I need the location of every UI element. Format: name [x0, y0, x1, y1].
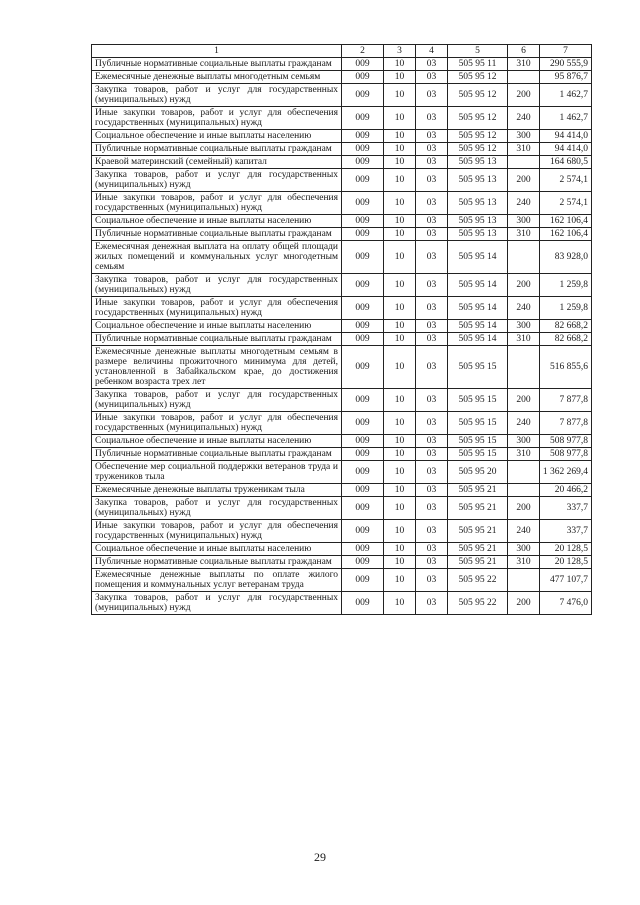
code-section: 10 [384, 107, 416, 130]
code-admin: 009 [342, 592, 384, 615]
code-subsection: 03 [416, 143, 448, 156]
amount: 337,7 [540, 520, 592, 543]
code-expense-type: 300 [508, 130, 540, 143]
code-admin: 009 [342, 274, 384, 297]
code-target: 505 95 21 [448, 543, 508, 556]
code-target: 505 95 22 [448, 592, 508, 615]
code-target: 505 95 14 [448, 333, 508, 346]
table-row [92, 192, 592, 215]
amount: 1 362 269,4 [540, 461, 592, 484]
table-row [92, 346, 592, 389]
table-row [92, 412, 592, 435]
code-target: 505 95 22 [448, 569, 508, 592]
item-name: Закупка товаров, работ и услуг для государственных (муниципальных) нужд [92, 274, 342, 297]
table-header-row [92, 45, 592, 58]
item-name: Закупка товаров, работ и услуг для государственных (муниципальных) нужд [92, 84, 342, 107]
amount: 20 466,2 [540, 484, 592, 497]
item-name: Закупка товаров, работ и услуг для государственных (муниципальных) нужд [92, 592, 342, 615]
table-row [92, 169, 592, 192]
table-row [92, 320, 592, 333]
code-section: 10 [384, 58, 416, 71]
code-section: 10 [384, 592, 416, 615]
item-name: Закупка товаров, работ и услуг для государственных (муниципальных) нужд [92, 497, 342, 520]
code-subsection: 03 [416, 156, 448, 169]
code-subsection: 03 [416, 228, 448, 241]
table-row [92, 333, 592, 346]
table-row [92, 143, 592, 156]
code-admin: 009 [342, 543, 384, 556]
header-cell: 5 [448, 45, 508, 58]
amount: 516 855,6 [540, 346, 592, 389]
code-subsection: 03 [416, 412, 448, 435]
code-target: 505 95 12 [448, 130, 508, 143]
code-section: 10 [384, 543, 416, 556]
code-target: 505 95 15 [448, 346, 508, 389]
code-subsection: 03 [416, 592, 448, 615]
item-name: Иные закупки товаров, работ и услуг для обеспечения государственных (муниципальных) нужд [92, 107, 342, 130]
item-name: Социальное обеспечение и иные выплаты населению [92, 130, 342, 143]
code-target: 505 95 21 [448, 556, 508, 569]
code-target: 505 95 13 [448, 228, 508, 241]
item-name: Социальное обеспечение и иные выплаты населению [92, 215, 342, 228]
code-subsection: 03 [416, 543, 448, 556]
header-cell: 7 [540, 45, 592, 58]
code-expense-type [508, 484, 540, 497]
item-name: Публичные нормативные социальные выплаты гражданам [92, 228, 342, 241]
table-row [92, 461, 592, 484]
code-target: 505 95 15 [448, 435, 508, 448]
table-row [92, 84, 592, 107]
code-expense-type [508, 156, 540, 169]
header-cell: 4 [416, 45, 448, 58]
code-admin: 009 [342, 569, 384, 592]
code-subsection: 03 [416, 484, 448, 497]
code-expense-type: 240 [508, 412, 540, 435]
code-section: 10 [384, 297, 416, 320]
code-expense-type: 310 [508, 448, 540, 461]
code-section: 10 [384, 412, 416, 435]
code-expense-type: 200 [508, 274, 540, 297]
amount: 162 106,4 [540, 215, 592, 228]
code-admin: 009 [342, 58, 384, 71]
code-subsection: 03 [416, 192, 448, 215]
item-name: Ежемесячные денежные выплаты труженикам тыла [92, 484, 342, 497]
page-number: 29 [314, 850, 326, 864]
code-subsection: 03 [416, 84, 448, 107]
code-target: 505 95 13 [448, 215, 508, 228]
code-expense-type: 240 [508, 297, 540, 320]
code-expense-type [508, 569, 540, 592]
code-section: 10 [384, 84, 416, 107]
code-subsection: 03 [416, 448, 448, 461]
code-target: 505 95 14 [448, 274, 508, 297]
code-admin: 009 [342, 169, 384, 192]
code-subsection: 03 [416, 333, 448, 346]
code-expense-type: 310 [508, 143, 540, 156]
code-admin: 009 [342, 84, 384, 107]
table-row [92, 130, 592, 143]
amount: 7 877,8 [540, 389, 592, 412]
code-admin: 009 [342, 107, 384, 130]
code-section: 10 [384, 333, 416, 346]
code-section: 10 [384, 71, 416, 84]
table-row [92, 484, 592, 497]
code-expense-type [508, 71, 540, 84]
table-row [92, 107, 592, 130]
code-expense-type: 200 [508, 169, 540, 192]
amount: 337,7 [540, 497, 592, 520]
code-admin: 009 [342, 192, 384, 215]
item-name: Краевой материнский (семейный) капитал [92, 156, 342, 169]
item-name: Публичные нормативные социальные выплаты гражданам [92, 448, 342, 461]
code-section: 10 [384, 192, 416, 215]
item-name: Публичные нормативные социальные выплаты гражданам [92, 58, 342, 71]
item-name: Социальное обеспечение и иные выплаты населению [92, 435, 342, 448]
amount: 508 977,8 [540, 435, 592, 448]
item-name: Закупка товаров, работ и услуг для государственных (муниципальных) нужд [92, 169, 342, 192]
code-target: 505 95 15 [448, 412, 508, 435]
item-name: Обеспечение мер социальной поддержки ветеранов труда и тружеников тыла [92, 461, 342, 484]
code-admin: 009 [342, 346, 384, 389]
item-name: Ежемесячная денежная выплата на оплату общей площади жилых помещений и коммунальных услуг многодетным семьям [92, 241, 342, 274]
table-row [92, 448, 592, 461]
code-target: 505 95 15 [448, 389, 508, 412]
code-section: 10 [384, 143, 416, 156]
item-name: Социальное обеспечение и иные выплаты населению [92, 543, 342, 556]
code-target: 505 95 12 [448, 107, 508, 130]
code-admin: 009 [342, 297, 384, 320]
table-row [92, 569, 592, 592]
code-section: 10 [384, 497, 416, 520]
code-admin: 009 [342, 241, 384, 274]
table-row [92, 592, 592, 615]
code-section: 10 [384, 320, 416, 333]
amount: 7 476,0 [540, 592, 592, 615]
code-admin: 009 [342, 71, 384, 84]
code-subsection: 03 [416, 297, 448, 320]
amount: 94 414,0 [540, 130, 592, 143]
code-section: 10 [384, 130, 416, 143]
code-target: 505 95 15 [448, 448, 508, 461]
code-admin: 009 [342, 484, 384, 497]
code-subsection: 03 [416, 320, 448, 333]
code-subsection: 03 [416, 520, 448, 543]
code-admin: 009 [342, 461, 384, 484]
code-section: 10 [384, 461, 416, 484]
code-expense-type [508, 461, 540, 484]
code-section: 10 [384, 556, 416, 569]
amount: 2 574,1 [540, 192, 592, 215]
code-target: 505 95 14 [448, 320, 508, 333]
code-expense-type: 300 [508, 435, 540, 448]
code-admin: 009 [342, 215, 384, 228]
amount: 1 462,7 [540, 84, 592, 107]
code-section: 10 [384, 448, 416, 461]
code-subsection: 03 [416, 556, 448, 569]
item-name: Ежемесячные денежные выплаты по оплате жилого помещения и коммунальных услуг ветеранам труда [92, 569, 342, 592]
code-expense-type [508, 241, 540, 274]
code-section: 10 [384, 215, 416, 228]
code-subsection: 03 [416, 241, 448, 274]
item-name: Иные закупки товаров, работ и услуг для обеспечения государственных (муниципальных) нужд [92, 412, 342, 435]
code-expense-type: 240 [508, 107, 540, 130]
code-admin: 009 [342, 156, 384, 169]
code-expense-type: 240 [508, 192, 540, 215]
code-admin: 009 [342, 520, 384, 543]
item-name: Иные закупки товаров, работ и услуг для обеспечения государственных (муниципальных) нужд [92, 297, 342, 320]
amount: 1 259,8 [540, 274, 592, 297]
code-section: 10 [384, 346, 416, 389]
amount: 20 128,5 [540, 543, 592, 556]
amount: 94 414,0 [540, 143, 592, 156]
table-row [92, 241, 592, 274]
code-expense-type: 200 [508, 84, 540, 107]
code-target: 505 95 21 [448, 520, 508, 543]
code-subsection: 03 [416, 569, 448, 592]
code-section: 10 [384, 435, 416, 448]
document-page [91, 44, 591, 615]
code-target: 505 95 12 [448, 143, 508, 156]
code-target: 505 95 14 [448, 241, 508, 274]
code-target: 505 95 13 [448, 192, 508, 215]
item-name: Публичные нормативные социальные выплаты гражданам [92, 333, 342, 346]
table-row [92, 156, 592, 169]
code-target: 505 95 21 [448, 497, 508, 520]
code-subsection: 03 [416, 130, 448, 143]
code-admin: 009 [342, 448, 384, 461]
table-row [92, 435, 592, 448]
table-row [92, 297, 592, 320]
code-admin: 009 [342, 143, 384, 156]
item-name: Иные закупки товаров, работ и услуг для обеспечения государственных (муниципальных) нужд [92, 520, 342, 543]
code-admin: 009 [342, 497, 384, 520]
code-target: 505 95 20 [448, 461, 508, 484]
code-admin: 009 [342, 333, 384, 346]
amount: 20 128,5 [540, 556, 592, 569]
code-subsection: 03 [416, 346, 448, 389]
code-expense-type: 300 [508, 215, 540, 228]
table-row [92, 497, 592, 520]
code-section: 10 [384, 520, 416, 543]
code-target: 505 95 13 [448, 156, 508, 169]
table-row [92, 543, 592, 556]
code-target: 505 95 21 [448, 484, 508, 497]
code-expense-type: 310 [508, 228, 540, 241]
code-subsection: 03 [416, 107, 448, 130]
code-expense-type: 310 [508, 333, 540, 346]
item-name: Закупка товаров, работ и услуг для государственных (муниципальных) нужд [92, 389, 342, 412]
code-admin: 009 [342, 130, 384, 143]
code-subsection: 03 [416, 169, 448, 192]
item-name: Иные закупки товаров, работ и услуг для обеспечения государственных (муниципальных) нужд [92, 192, 342, 215]
code-section: 10 [384, 389, 416, 412]
amount: 82 668,2 [540, 320, 592, 333]
code-section: 10 [384, 169, 416, 192]
code-section: 10 [384, 241, 416, 274]
budget-table [91, 44, 592, 615]
table-row [92, 520, 592, 543]
table-row [92, 58, 592, 71]
amount: 83 928,0 [540, 241, 592, 274]
amount: 477 107,7 [540, 569, 592, 592]
item-name: Публичные нормативные социальные выплаты гражданам [92, 556, 342, 569]
header-cell: 1 [92, 45, 342, 58]
code-expense-type: 300 [508, 320, 540, 333]
code-expense-type: 240 [508, 520, 540, 543]
amount: 164 680,5 [540, 156, 592, 169]
code-expense-type: 310 [508, 556, 540, 569]
item-name: Ежемесячные денежные выплаты многодетным семьям [92, 71, 342, 84]
table-row [92, 71, 592, 84]
code-target: 505 95 12 [448, 71, 508, 84]
code-subsection: 03 [416, 71, 448, 84]
code-expense-type [508, 346, 540, 389]
code-subsection: 03 [416, 215, 448, 228]
code-admin: 009 [342, 556, 384, 569]
code-section: 10 [384, 484, 416, 497]
code-section: 10 [384, 569, 416, 592]
code-target: 505 95 14 [448, 297, 508, 320]
amount: 1 259,8 [540, 297, 592, 320]
code-expense-type: 310 [508, 58, 540, 71]
table-row [92, 215, 592, 228]
code-subsection: 03 [416, 389, 448, 412]
code-target: 505 95 11 [448, 58, 508, 71]
amount: 1 462,7 [540, 107, 592, 130]
code-target: 505 95 13 [448, 169, 508, 192]
header-cell: 2 [342, 45, 384, 58]
amount: 95 876,7 [540, 71, 592, 84]
code-admin: 009 [342, 228, 384, 241]
table-row [92, 228, 592, 241]
amount: 2 574,1 [540, 169, 592, 192]
code-admin: 009 [342, 412, 384, 435]
amount: 82 668,2 [540, 333, 592, 346]
code-section: 10 [384, 228, 416, 241]
amount: 508 977,8 [540, 448, 592, 461]
code-expense-type: 200 [508, 497, 540, 520]
code-admin: 009 [342, 320, 384, 333]
item-name: Ежемесячные денежные выплаты многодетным семьям в размере величины прожиточного минимума для детей, установленной в Забайкальском крае, до достижения ребенком возраста трех лет [92, 346, 342, 389]
table-row [92, 389, 592, 412]
amount: 290 555,9 [540, 58, 592, 71]
code-target: 505 95 12 [448, 84, 508, 107]
table-row [92, 556, 592, 569]
code-section: 10 [384, 156, 416, 169]
code-expense-type: 200 [508, 389, 540, 412]
code-subsection: 03 [416, 435, 448, 448]
amount: 162 106,4 [540, 228, 592, 241]
code-subsection: 03 [416, 497, 448, 520]
code-admin: 009 [342, 435, 384, 448]
header-cell: 3 [384, 45, 416, 58]
code-subsection: 03 [416, 274, 448, 297]
code-section: 10 [384, 274, 416, 297]
item-name: Социальное обеспечение и иные выплаты населению [92, 320, 342, 333]
code-expense-type: 300 [508, 543, 540, 556]
amount: 7 877,8 [540, 412, 592, 435]
table-row [92, 274, 592, 297]
code-admin: 009 [342, 389, 384, 412]
item-name: Публичные нормативные социальные выплаты гражданам [92, 143, 342, 156]
code-expense-type: 200 [508, 592, 540, 615]
header-cell: 6 [508, 45, 540, 58]
code-subsection: 03 [416, 58, 448, 71]
code-subsection: 03 [416, 461, 448, 484]
